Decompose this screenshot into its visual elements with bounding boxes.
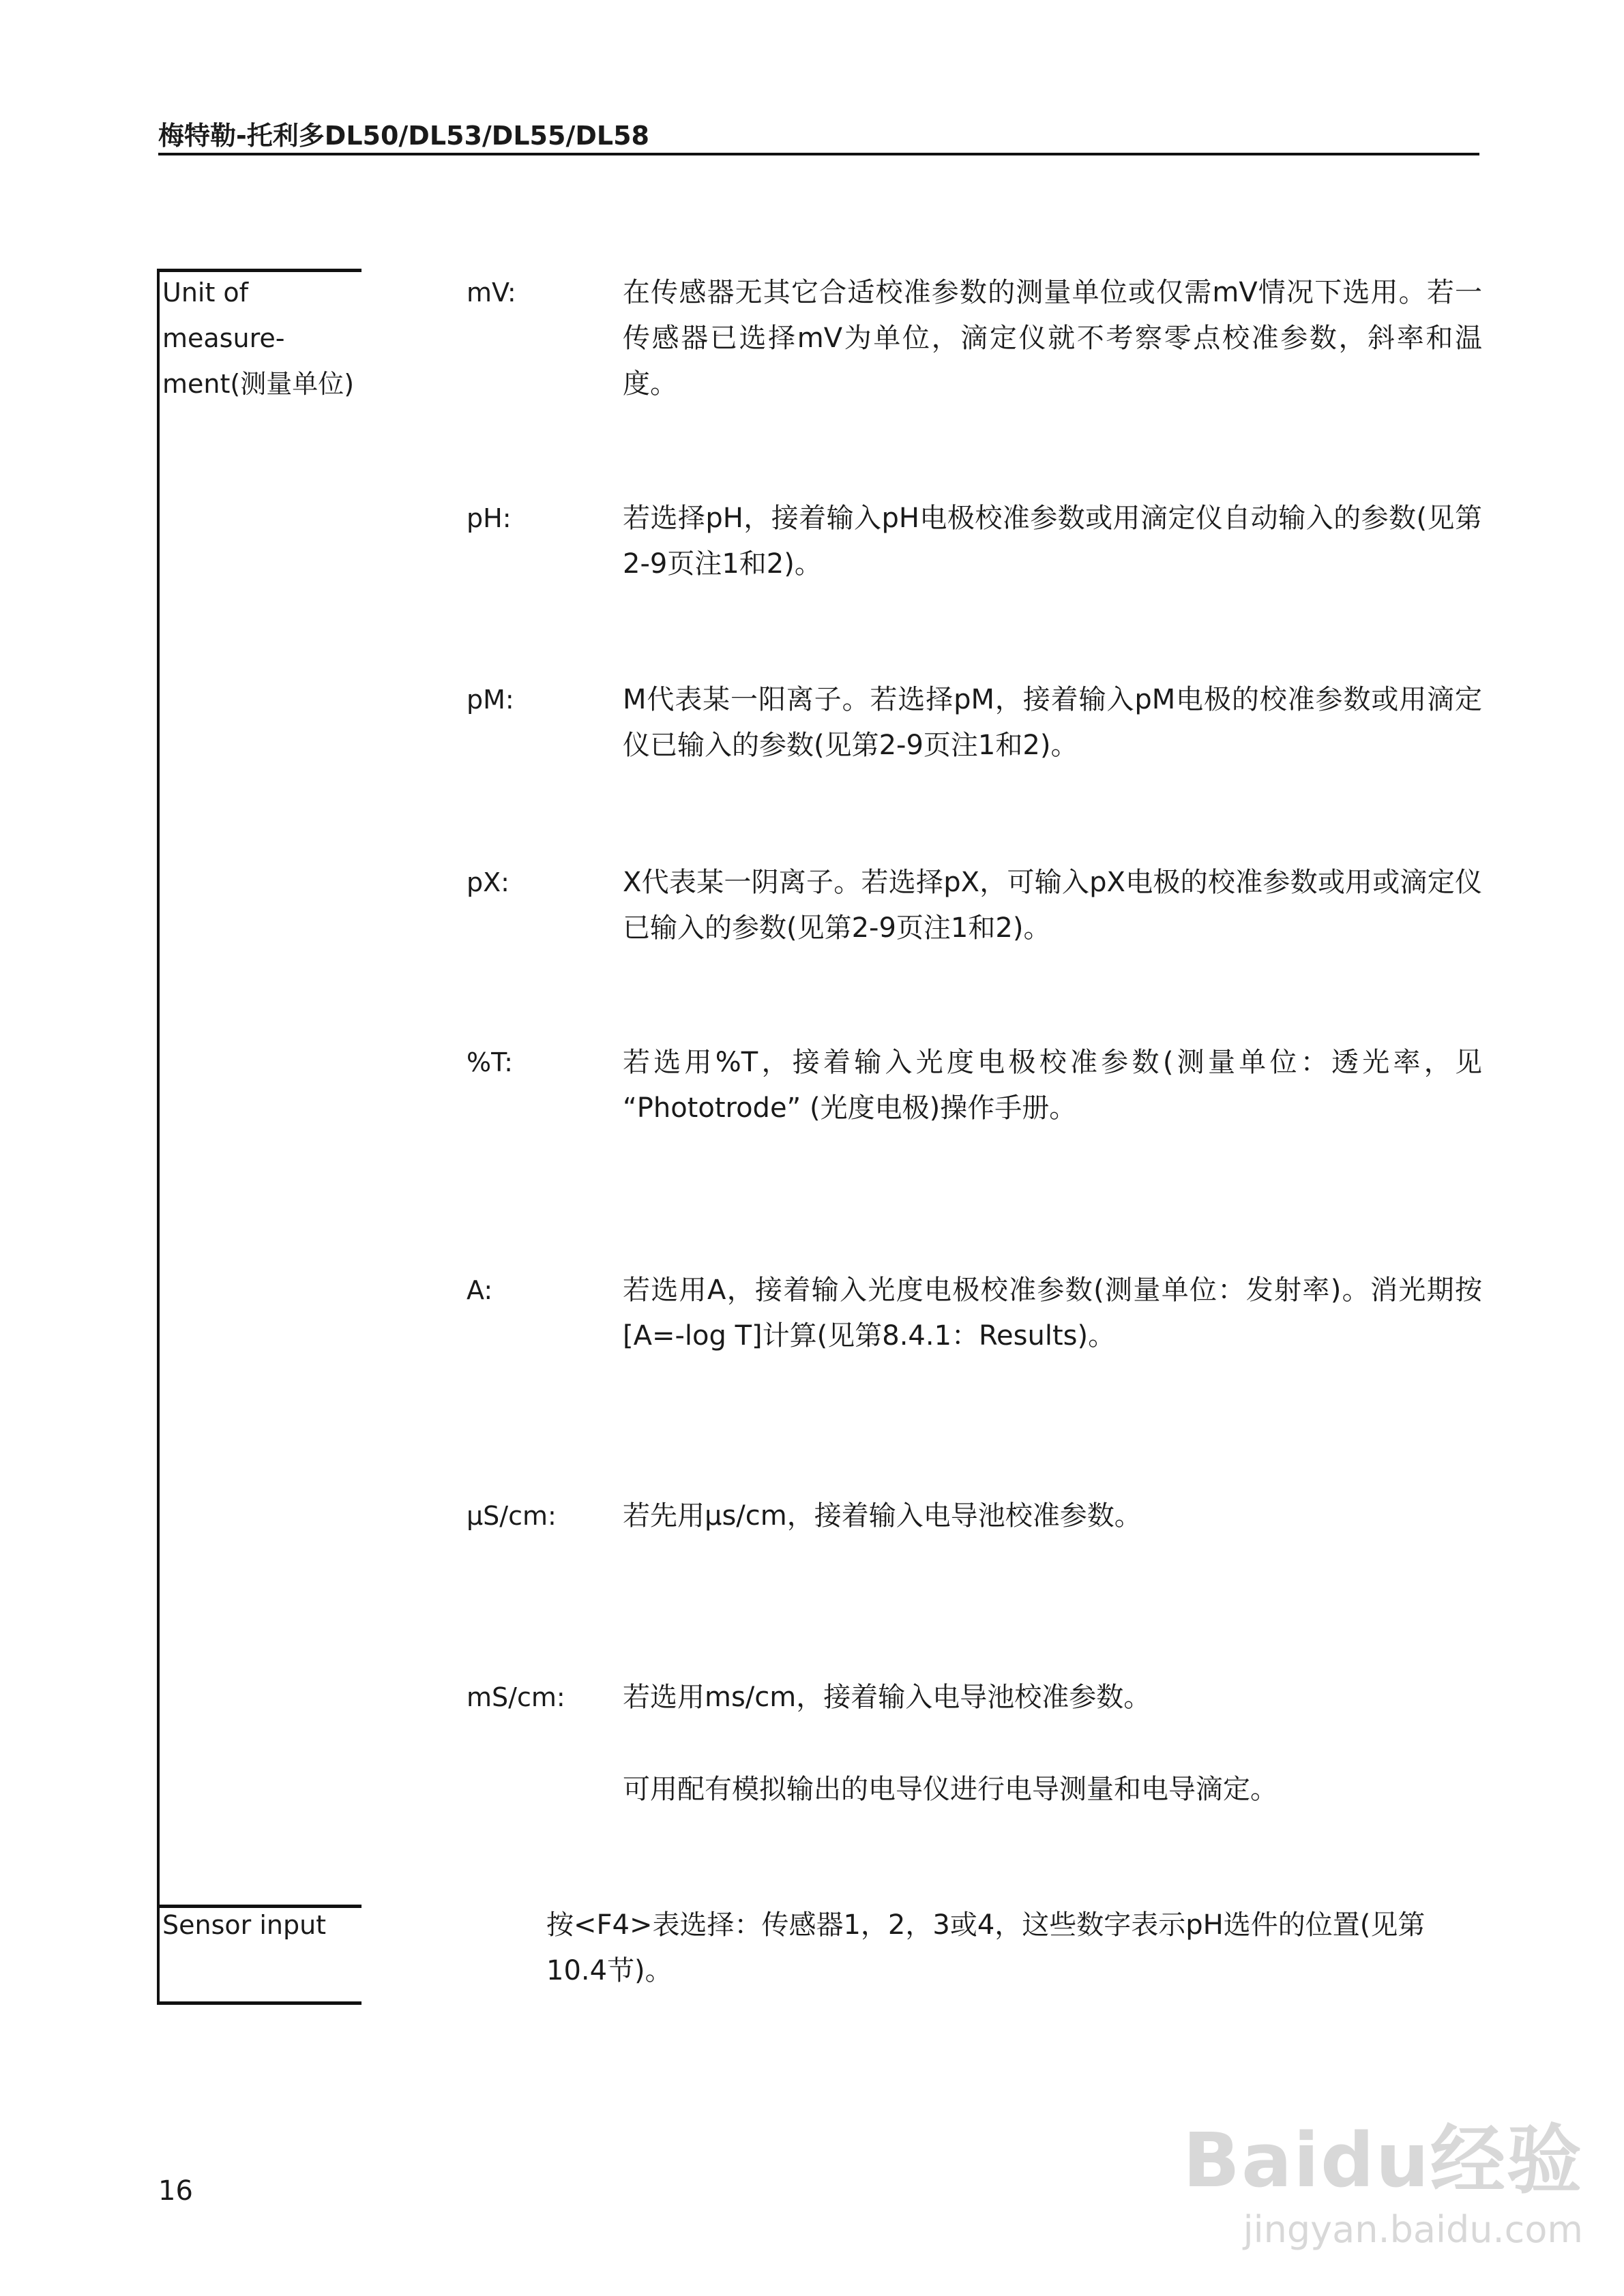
watermark-url: jingyan.baidu.com [1243,2208,1583,2251]
desc-a: 若选用A，接着输入光度电极校准参数(测量单位：发射率)。消光期按[A=-log T]计算(见第8.4.1：Results)。 [623,1274,1482,1352]
unit-percent-t: %T: [467,1047,513,1077]
unit-ms-cm: mS/cm: [467,1682,565,1712]
desc-px: X代表某一阴离子。若选择pX，可输入pX电极的校准参数或用或滴定仪已输入的参数(见第2-9页注1和2)。 [623,867,1482,944]
unit-ph: pH: [467,503,512,533]
desc-pm: M代表某一阳离子。若选择pM，接着输入pM电极的校准参数或用滴定仪已输入的参数(见第2-9页注1和2)。 [623,684,1482,761]
section-left-border [157,269,160,2004]
document-header-title: 梅特勒-托利多DL50/DL53/DL55/DL58 [158,121,649,151]
baidu-watermark [1183,2100,1583,2251]
desc-mv: 在传感器无其它合适校准参数的测量单位或仅需mV情况下选用。若一传感器已选择mV为单位，滴定仪就不考察零点校准参数，斜率和温度。 [623,277,1482,400]
section-bottom-bar [157,2001,361,2005]
section-label-sensor-input: Sensor input [162,1910,327,1940]
unit-a: A: [467,1275,493,1305]
desc-sensor-input: 按<F4>表选择：传感器1，2，3或4，这些数字表示pH选件的位置(见第10.4节)。 [546,1909,1426,1986]
desc-ms-cm: 若选用ms/cm，接着输入电导池校准参数。 [623,1682,1151,1713]
desc-us-cm: 若先用µs/cm，接着输入电导池校准参数。 [623,1500,1142,1532]
section-label-unit-of-measurement: Unit of measure-ment(测量单位) [162,278,355,399]
unit-mv: mV: [467,278,516,308]
unit-px: pX: [467,867,510,897]
page-number: 16 [158,2175,193,2207]
unit-pm: pM: [467,685,514,715]
unit-us-cm: µS/cm: [467,1501,557,1531]
desc-percent-t: 若选用%T，接着输入光度电极校准参数(测量单位：透光率，见 “Phototrode” (光度电极)操作手册。 [623,1047,1482,1124]
desc-ph: 若选择pH，接着输入pH电极校准参数或用滴定仪自动输入的参数(见第2-9页注1和2)。 [623,503,1482,580]
header-rule [158,153,1479,155]
watermark-logo: Baidu经验 [1183,2117,1583,2204]
note-conductivity: 可用配有模拟输出的电导仪进行电导测量和电导滴定。 [623,1774,1278,1805]
